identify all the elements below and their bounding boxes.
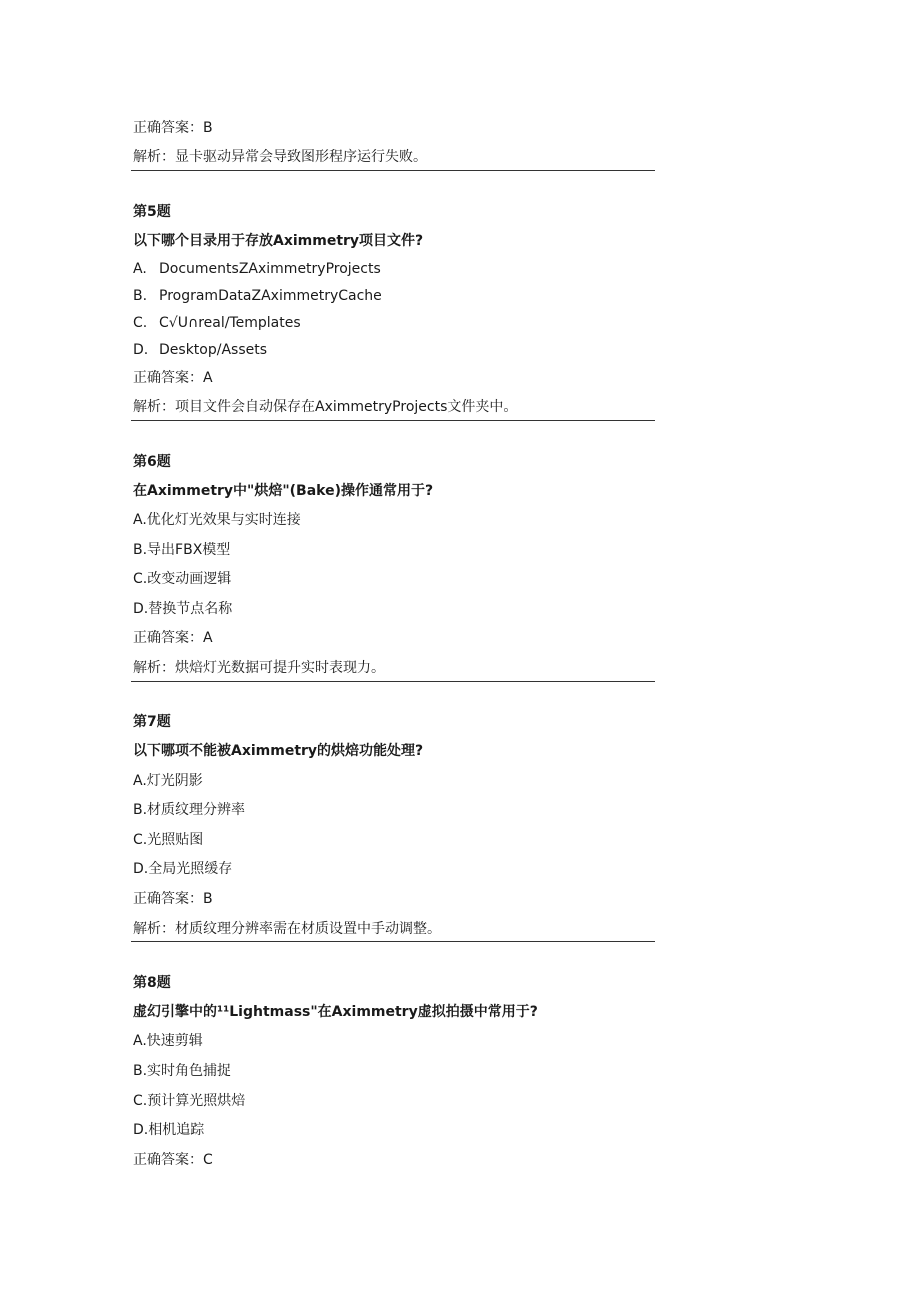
question-title: 以下哪个目录用于存放Aximmetry项目文件? [133, 233, 424, 249]
option-d: D.替换节点名称 [133, 601, 233, 617]
option-letter: B. [133, 288, 148, 304]
question-number: 第8题 [133, 975, 171, 991]
option-text: Desktop/Assets [159, 342, 268, 358]
question-title: 虚幻引擎中的¹¹Lightmass"在Aximmetry虚拟拍摄中常用于? [133, 1004, 538, 1020]
explanation-line: 解析：材质纹理分辨率需在材质设置中手动调整。 [133, 921, 441, 937]
option-b: B.实时角色捕捉 [133, 1063, 232, 1079]
option-c: C.改变动画逻辑 [133, 571, 232, 587]
option-letter: C. [133, 315, 148, 331]
option-d: D.全局光照缓存 [133, 861, 233, 877]
explanation-line: 解析：项目文件会自动保存在AximmetryProjects文件夹中。 [133, 399, 518, 415]
option-letter: A. [133, 261, 147, 277]
option-d: D.相机追踪 [133, 1122, 205, 1138]
option-text: DocumentsZAximmetryProjects [159, 261, 381, 277]
answer-line: 正确答案：C [133, 1152, 213, 1168]
option-a: A.快速剪辑 [133, 1033, 203, 1049]
option-a: A.优化灯光效果与实时连接 [133, 512, 301, 528]
option-d [133, 340, 267, 360]
question-number: 第6题 [133, 454, 171, 470]
question-number: 第7题 [133, 714, 171, 730]
divider [131, 681, 655, 682]
answer-line: 正确答案：A [133, 370, 213, 386]
option-c [133, 313, 301, 333]
option-a [133, 259, 381, 279]
divider [131, 170, 655, 171]
option-letter: D. [133, 342, 149, 358]
answer-line: 正确答案：B [133, 120, 213, 136]
answer-line: 正确答案：A [133, 630, 213, 646]
option-c: C.光照贴图 [133, 832, 204, 848]
divider [131, 941, 655, 942]
explanation-line: 解析：烘焙灯光数据可提升实时表现力。 [133, 660, 385, 676]
option-text: C√U∩real∕Templates [159, 315, 301, 331]
answer-line: 正确答案：B [133, 891, 213, 907]
question-number: 第5题 [133, 204, 171, 220]
option-a: A.灯光阴影 [133, 773, 203, 789]
option-text: ProgramDataZAximmetryCache [159, 288, 382, 304]
question-title: 以下哪项不能被Aximmetry的烘焙功能处理? [133, 743, 424, 759]
explanation-line: 解析：显卡驱动异常会导致图形程序运行失败。 [133, 149, 427, 165]
divider [131, 420, 655, 421]
option-b: B.导出FBX模型 [133, 542, 231, 558]
question-title: 在Aximmetry中"烘焙"(Bake)操作通常用于? [133, 483, 434, 499]
option-c: C.预计算光照烘焙 [133, 1093, 246, 1109]
option-b: B.材质纹理分辨率 [133, 802, 246, 818]
option-b [133, 286, 382, 306]
